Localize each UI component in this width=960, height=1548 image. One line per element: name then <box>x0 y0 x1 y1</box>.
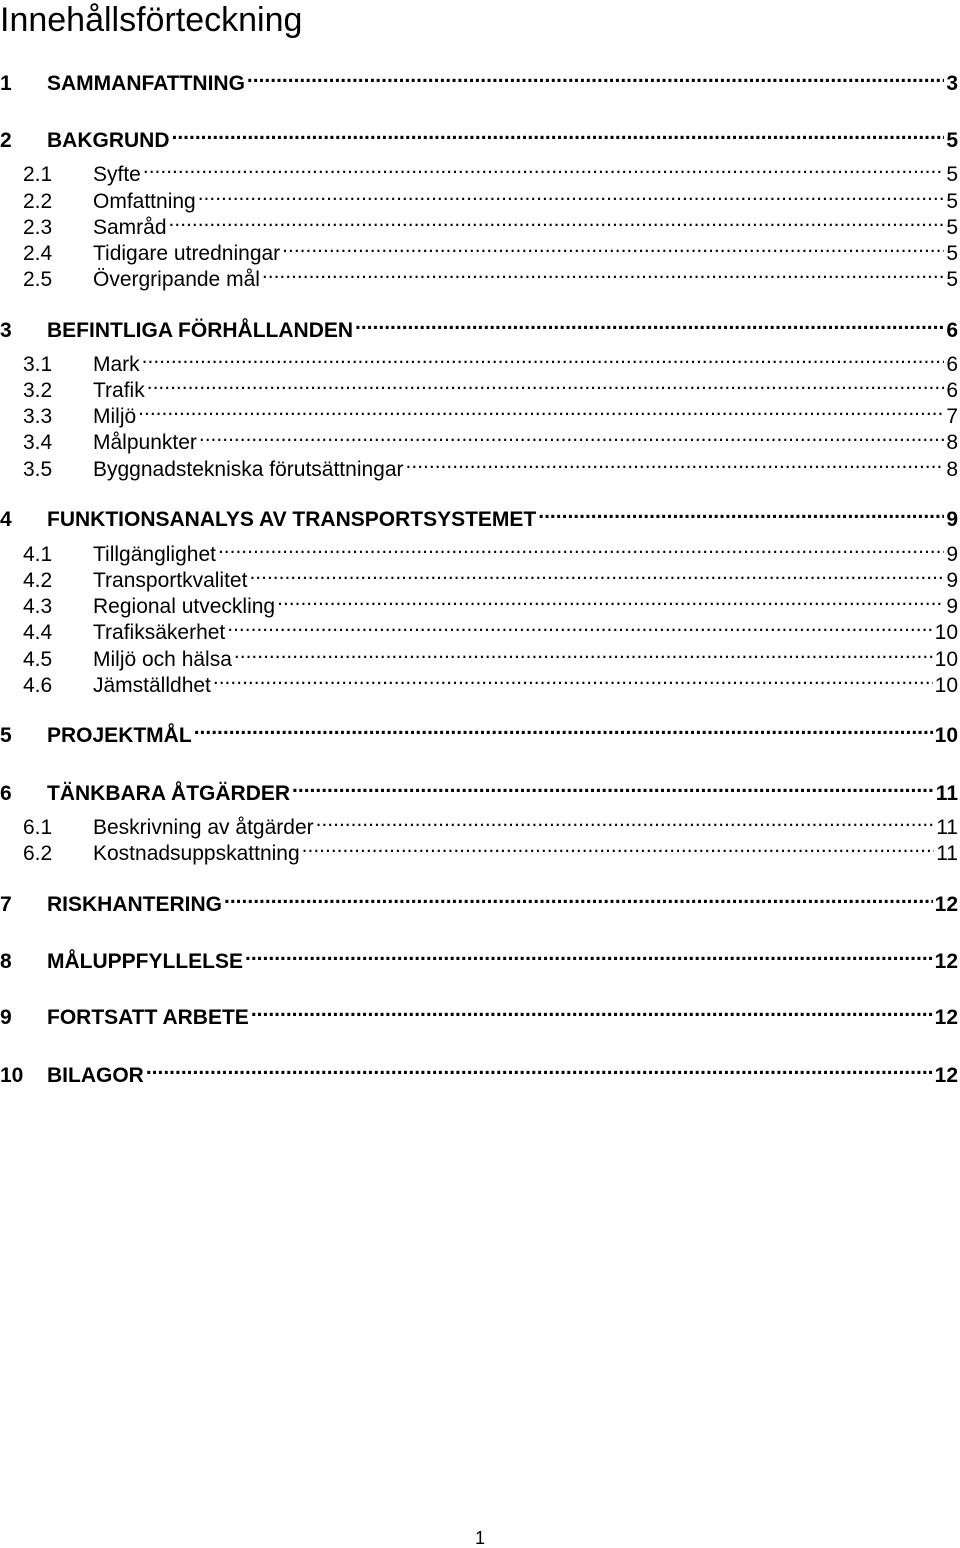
toc-entry-label: Syfte <box>93 163 141 186</box>
toc-entry[interactable] <box>0 640 960 671</box>
toc-entry-number: 9 <box>0 1006 12 1029</box>
toc-entry-page: 7 <box>946 405 958 428</box>
toc-entry-label: PROJEKTMÅL <box>47 724 192 747</box>
toc-entry-page: 6 <box>946 379 958 402</box>
toc-entry-number: 5 <box>0 724 12 747</box>
toc-entry-label: Tillgänglighet <box>93 543 216 566</box>
toc-entry-number: 4.2 <box>23 569 53 592</box>
toc-dot-leader <box>194 716 933 742</box>
toc-entry-label: BAKGRUND <box>47 129 170 152</box>
toc-entry[interactable] <box>0 535 960 566</box>
toc-entry[interactable] <box>0 234 960 265</box>
toc-dot-leader <box>227 613 932 639</box>
toc-entry-label: TÄNKBARA ÅTGÄRDER <box>47 782 291 805</box>
toc-entry[interactable] <box>0 345 960 376</box>
toc-entry[interactable] <box>0 121 960 152</box>
toc-entry[interactable] <box>0 942 960 973</box>
toc-entry[interactable] <box>0 155 960 186</box>
toc-entry-page: 12 <box>934 950 958 973</box>
toc-entry-page: 9 <box>946 543 958 566</box>
toc-entry-label: Tidigare utredningar <box>93 242 281 265</box>
toc-entry-label: Övergripande mål <box>93 268 260 291</box>
toc-entry-number: 2.1 <box>23 163 53 186</box>
toc-entry-number: 3.1 <box>23 353 53 376</box>
toc-entry-label: BILAGOR <box>47 1064 144 1087</box>
toc-entry[interactable] <box>0 1056 960 1087</box>
toc-entry-label: Mark <box>93 353 140 376</box>
toc-entry[interactable] <box>0 885 960 916</box>
toc-entry-number: 4 <box>0 508 12 531</box>
toc-entry-label: Samråd <box>93 216 167 239</box>
toc-dot-leader <box>262 260 944 286</box>
toc-entry-number: 4.4 <box>23 621 53 644</box>
toc-dot-leader <box>198 182 945 208</box>
toc-entry-label: BEFINTLIGA FÖRHÅLLANDEN <box>47 319 354 342</box>
toc-dot-leader <box>138 397 944 423</box>
toc-entry[interactable] <box>0 998 960 1029</box>
toc-entry-page: 9 <box>946 569 958 592</box>
toc-entry-label: FORTSATT ARBETE <box>47 1006 249 1029</box>
toc-dot-leader <box>245 942 933 968</box>
toc-dot-leader <box>213 666 933 692</box>
toc-entry-page: 12 <box>934 893 958 916</box>
toc-entry-label: Trafiksäkerhet <box>93 621 226 644</box>
toc-entry-page: 10 <box>934 648 958 671</box>
toc-entry-page: 10 <box>934 724 958 747</box>
toc-entry-page: 9 <box>946 508 958 531</box>
toc-entry-label: Miljö och hälsa <box>93 648 232 671</box>
toc-entry-page: 9 <box>946 595 958 618</box>
toc-entry[interactable] <box>0 834 960 865</box>
toc-entry-number: 2.3 <box>23 216 53 239</box>
page-number: 1 <box>474 1528 485 1548</box>
toc-entry-label: Trafik <box>93 379 145 402</box>
toc-dot-leader <box>199 423 944 449</box>
toc-entry-number: 2 <box>0 129 12 152</box>
toc-entry-number: 4.3 <box>23 595 53 618</box>
toc-entry-label: FUNKTIONSANALYS AV TRANSPORTSYSTEMET <box>47 508 537 531</box>
toc-entry-label: Miljö <box>93 405 137 428</box>
toc-entry[interactable] <box>0 311 960 342</box>
toc-entry-page: 6 <box>946 353 958 376</box>
toc-entry-number: 3 <box>0 319 12 342</box>
toc-entry-label: SAMMANFATTNING <box>47 72 245 95</box>
toc-entry-page: 5 <box>946 268 958 291</box>
toc-entry[interactable] <box>0 371 960 402</box>
toc-entry-label: Transportkvalitet <box>93 569 248 592</box>
toc-dot-leader <box>277 587 944 613</box>
toc-dot-leader <box>218 535 944 561</box>
toc-entry-number: 2.5 <box>23 268 53 291</box>
toc-entry[interactable] <box>0 774 960 805</box>
toc-entry-page: 5 <box>946 190 958 213</box>
toc-entry-page: 11 <box>936 842 958 865</box>
toc-entry[interactable] <box>0 716 960 747</box>
toc-entry-number: 4.6 <box>23 674 53 697</box>
toc-entry[interactable] <box>0 666 960 697</box>
toc-entry-number: 4.1 <box>23 543 53 566</box>
toc-entry-label: Omfattning <box>93 190 196 213</box>
toc-entry-number: 6 <box>0 782 12 805</box>
toc-dot-leader <box>143 155 944 181</box>
toc-dot-leader <box>302 834 935 860</box>
toc-dot-leader <box>169 208 945 234</box>
toc-dot-leader <box>316 808 935 834</box>
toc-dot-leader <box>247 64 944 90</box>
toc-entry-label: MÅLUPPFYLLELSE <box>47 950 244 973</box>
toc-dot-leader <box>142 345 945 371</box>
toc-entry[interactable] <box>0 260 960 291</box>
toc-entry-number: 6.2 <box>23 842 53 865</box>
toc-dot-leader <box>249 561 944 587</box>
page-title: Innehållsförteckning <box>0 1 303 39</box>
toc-dot-leader <box>147 371 945 397</box>
toc-entry-page: 5 <box>946 242 958 265</box>
toc-entry-number: 3.3 <box>23 405 53 428</box>
toc-entry-page: 10 <box>934 674 958 697</box>
toc-entry-number: 3.4 <box>23 431 53 454</box>
toc-entry-page: 11 <box>936 816 958 839</box>
toc-entry-label: Kostnadsuppskattning <box>93 842 300 865</box>
toc-entry[interactable] <box>0 423 960 454</box>
toc-entry[interactable] <box>0 182 960 213</box>
toc-dot-leader <box>292 774 934 800</box>
toc-entry-label: Regional utveckling <box>93 595 276 618</box>
toc-dot-leader <box>146 1056 933 1082</box>
toc-entry-page: 12 <box>934 1006 958 1029</box>
toc-entry-label: Beskrivning av åtgärder <box>93 816 314 839</box>
toc-entry-number: 3.2 <box>23 379 53 402</box>
toc-dot-leader <box>251 998 933 1024</box>
toc-entry-number: 2.2 <box>23 190 53 213</box>
toc-entry[interactable] <box>0 500 960 531</box>
toc-entry-page: 8 <box>946 431 958 454</box>
toc-entry-page: 6 <box>946 319 958 342</box>
toc-entry-page: 5 <box>946 216 958 239</box>
toc-entry-page: 5 <box>946 163 958 186</box>
toc-entry-page: 5 <box>946 129 958 152</box>
toc-entry[interactable] <box>0 450 960 481</box>
toc-entry-label: Jämställdhet <box>93 674 211 697</box>
toc-dot-leader <box>355 311 944 337</box>
toc-entry-page: 8 <box>946 458 958 481</box>
toc-entry-number: 7 <box>0 893 12 916</box>
toc-entry-label: RISKHANTERING <box>47 893 223 916</box>
toc-entry[interactable] <box>0 613 960 644</box>
toc-dot-leader <box>406 450 945 476</box>
toc-dot-leader <box>282 234 944 260</box>
toc-dot-leader <box>172 121 945 147</box>
toc-entry-label: Byggnadstekniska förutsättningar <box>93 458 404 481</box>
toc-entry[interactable] <box>0 561 960 592</box>
toc-entry-label: Målpunkter <box>93 431 197 454</box>
toc-dot-leader <box>234 640 933 666</box>
toc-entry-number: 4.5 <box>23 648 53 671</box>
toc-entry[interactable] <box>0 808 960 839</box>
toc-entry-page: 12 <box>934 1064 958 1087</box>
toc-entry[interactable] <box>0 397 960 428</box>
toc-entry-page: 3 <box>946 72 958 95</box>
toc-entry-number: 1 <box>0 72 12 95</box>
toc-entry-number: 8 <box>0 950 12 973</box>
toc-entry[interactable] <box>0 208 960 239</box>
toc-entry-page: 10 <box>934 621 958 644</box>
toc-entry-number: 2.4 <box>23 242 53 265</box>
toc-entry-number: 10 <box>0 1064 24 1087</box>
toc-entry[interactable] <box>0 64 960 95</box>
toc-entry-number: 3.5 <box>23 458 53 481</box>
toc-entry-page: 11 <box>935 782 958 805</box>
toc-entry-number: 6.1 <box>23 816 53 839</box>
toc-dot-leader <box>224 885 933 911</box>
toc-entry[interactable] <box>0 587 960 618</box>
toc-dot-leader <box>538 500 944 526</box>
